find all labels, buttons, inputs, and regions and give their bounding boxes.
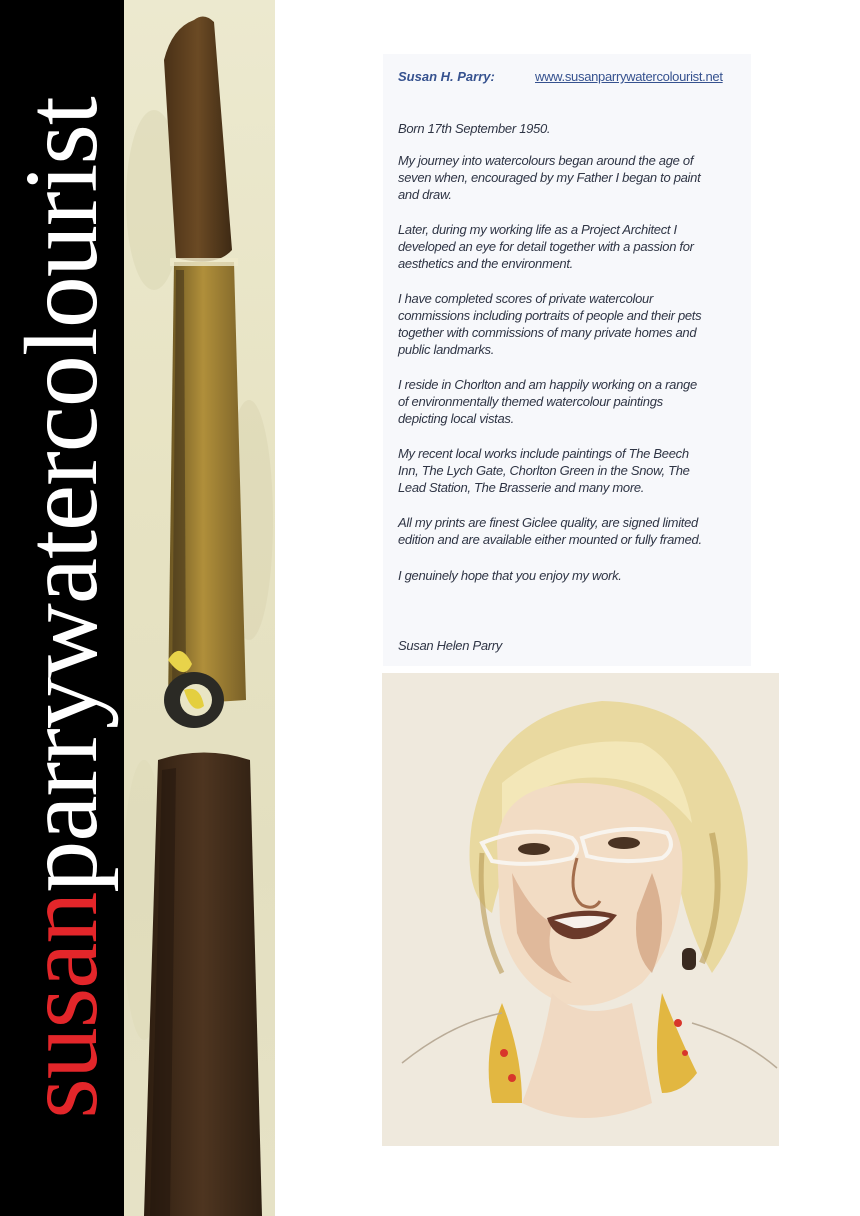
bio-p2-line: Later, during my working life as a Project Architect I <box>398 222 677 237</box>
name-banner <box>0 0 124 1216</box>
banner-logotype <box>4 97 119 1119</box>
bio-p2-line: developed an eye for detail together with a passion for <box>398 239 694 254</box>
bio-p6-line: edition and are available either mounted or fully framed. <box>398 532 702 547</box>
bio-p4-line: I reside in Chorlton and am happily working on a range <box>398 377 697 392</box>
bio-p3-line: commissions including portraits of people and their pets <box>398 308 702 323</box>
bio-p4-line: of environmentally themed watercolour paintings <box>398 394 663 409</box>
banner-name-rest: parrywatercolourist <box>4 97 119 893</box>
bio-p4-line: depicting local vistas. <box>398 411 514 426</box>
bio-p1-line: seven when, encouraged by my Father I began to paint <box>398 170 701 185</box>
banner-name-first: susan <box>4 892 119 1119</box>
bio-p1-line: and draw. <box>398 187 452 202</box>
website-link[interactable]: www.susanparrywatercolourist.net <box>535 69 723 84</box>
closing-line: I genuinely hope that you enjoy my work. <box>398 568 622 583</box>
bio-p2-line: aesthetics and the environment. <box>398 256 573 271</box>
bio-p3-line: public landmarks. <box>398 342 495 357</box>
bio-p5-line: Inn, The Lych Gate, Chorlton Green in the Snow, The <box>398 463 690 478</box>
bio-p1-line: My journey into watercolours began around the age of <box>398 153 694 168</box>
bio-p5-line: My recent local works include paintings of The Beech <box>398 446 689 461</box>
bio-p6-line: All my prints are finest Giclee quality, are signed limited <box>398 515 698 530</box>
portrait-painting <box>382 673 779 1146</box>
signature: Susan Helen Parry <box>398 638 503 653</box>
paintbrush-painting <box>124 0 275 1216</box>
bio-p5-line: Lead Station, The Brasserie and many more. <box>398 480 645 495</box>
born-line: Born 17th September 1950. <box>398 121 551 136</box>
bio-p3-line: together with commissions of many private homes and <box>398 325 697 340</box>
bio-p3-line: I have completed scores of private watercolour <box>398 291 653 306</box>
artist-name-heading: Susan H. Parry: <box>398 69 495 84</box>
